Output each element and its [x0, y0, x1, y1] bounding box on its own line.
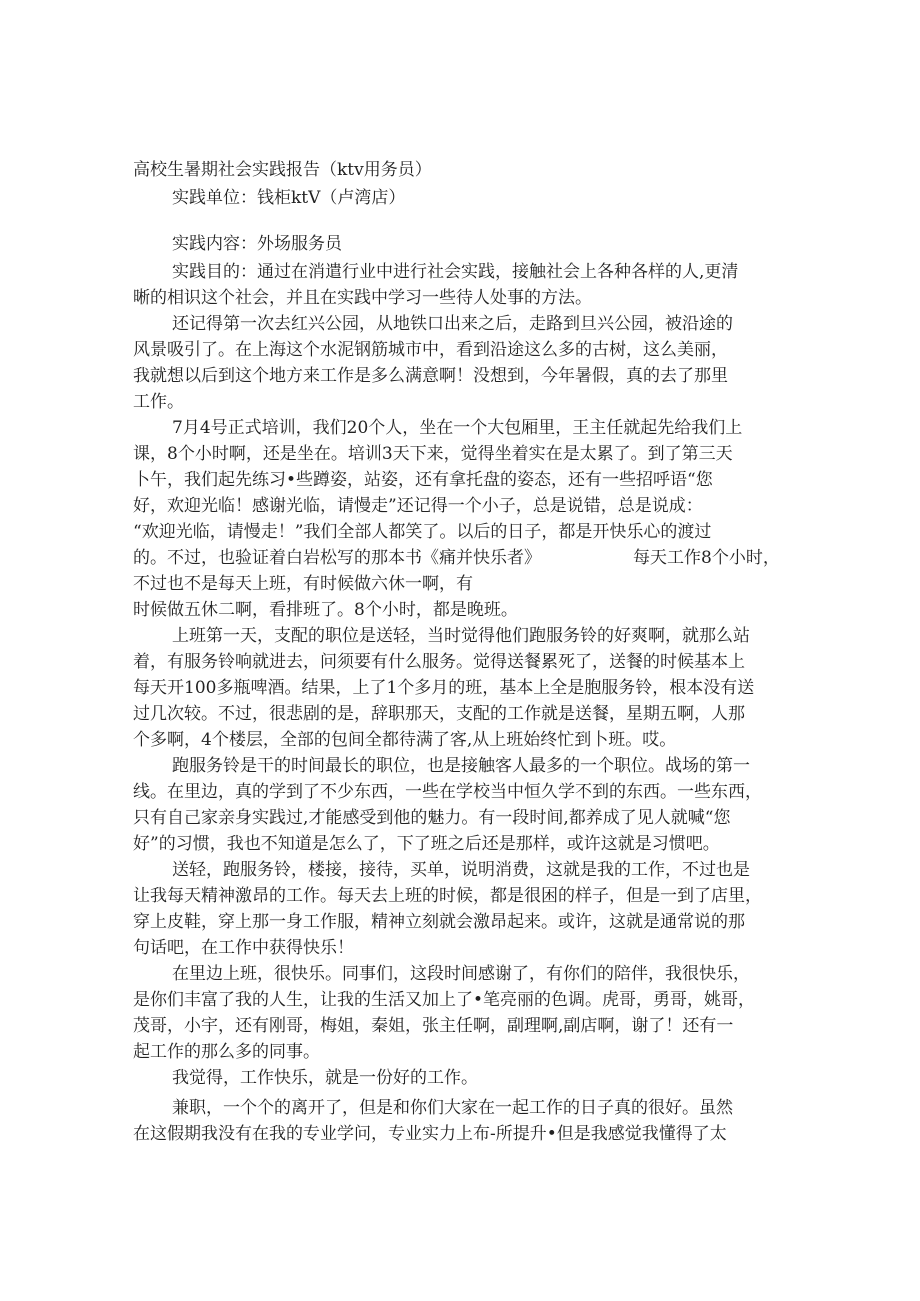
- paragraph-line: 我觉得，工作快乐，就是一份好的工作。: [172, 1068, 478, 1088]
- paragraph-line: 让我每天精神激昂的工作。每天去上班的时候，都是很困的样子，但是一到了店里，: [133, 886, 762, 906]
- paragraph-line: 每天工作8个小时，: [633, 548, 780, 568]
- paragraph-line: 着，有服务铃响就进去，问须要有什么服务。觉得送餐累死了，送餐的时候基本上: [133, 652, 745, 672]
- paragraph-line: “欢迎光临，请慢走！”我们全部人都笑了。以后的日子，都是开快乐心的渡过: [133, 522, 712, 542]
- practice-unit: 实践单位：钱柜ktV（卢湾店）: [172, 188, 406, 208]
- paragraph-line: 工作。: [133, 392, 184, 412]
- paragraph-line: 风景吸引了。在上海这个水泥钢筋城市中，看到沿途这么多的古树，这么美丽，: [133, 340, 728, 360]
- paragraph-line: 起工作的那么多的同事。: [133, 1042, 320, 1062]
- paragraph-line: 跑服务铃是干的时间最长的职位，也是接触客人最多的一个职位。战场的第一: [172, 756, 750, 776]
- paragraph-line: 在里边上班，很快乐。同事们，这段时间感谢了，有你们的陪伴，我很快乐，: [172, 964, 750, 984]
- paragraph-line: 穿上皮鞋，穿上那一身工作服，精神立刻就会激昂起来。或许，这就是通常说的那: [133, 912, 745, 932]
- paragraph-line: 兼职，一个个的离开了，但是和你们大家在一起工作的日子真的很好。虽然: [172, 1098, 733, 1118]
- paragraph-line: 在这假期我没有在我的专业学问，专业实力上布-所提升•但是我感觉我懂得了太: [133, 1124, 727, 1144]
- paragraph-line: 时候做五休二啊，看排班了。8个小时，都是晚班。: [133, 600, 518, 620]
- paragraph-line: 还记得第一次去红兴公园，从地铁口出来之后，走路到旦兴公园，被沿途的: [172, 314, 733, 334]
- paragraph-line: 句话吧，在工作中获得快乐！: [133, 938, 354, 958]
- paragraph-line: 线。在里边，真的学到了不少东西，一些在学校当中恒久学不到的东西。一些东西，: [133, 782, 762, 802]
- paragraph-line: 不过也不是每天上班，有时候做六休一啊，有: [133, 574, 473, 594]
- paragraph-line: 7月4号正式培训，我们20个人，坐在一个大包厢里，王主任就起先给我们上: [172, 418, 743, 438]
- paragraph-line: 课，8个小时啊，还是坐在。培训3天下来，觉得坐着实在是太累了。到了第三天: [133, 444, 733, 464]
- paragraph-line: 的。不过，也验证着白岩松写的那本书《痛并快乐者》: [133, 548, 541, 568]
- paragraph-line: 是你们丰富了我的人生，让我的生活又加上了•笔亮丽的色调。虎哥，勇哥，姚哥，: [133, 990, 756, 1010]
- practice-content: 实践内容：外场服务员: [172, 234, 342, 254]
- paragraph-line: 每天开100多瓶啤酒。结果，上了1个多月的班，基本上全是胞服务铃，根本没有送: [133, 678, 755, 698]
- paragraph-line: 我就想以后到这个地方来工作是多么满意啊！没想到，今年暑假，真的去了那里: [133, 366, 728, 386]
- paragraph-line: 好，欢迎光临！感谢光临，请慢走”还记得一个小子，总是说错，总是说成：: [133, 496, 703, 516]
- paragraph-line: 茂哥，小宇，还有刚哥，梅姐，秦姐，张主任啊，副理啊,副店啊，谢了！还有一: [133, 1016, 734, 1036]
- document-title: 高校生暑期社会实践报告（ktv用务员）: [133, 160, 432, 180]
- paragraph-line: 好”的习惯，我也不知道是怎么了，下了班之后还是那样，或许这就是习惯吧。: [133, 834, 720, 854]
- paragraph-line: 送轻，跑服务铃，楼接，接待，买单，说明消费，这就是我的工作，不过也是: [172, 860, 750, 880]
- paragraph-line: 个多啊，4个楼层，全部的包间全都待满了客,从上班始终忙到卜班。哎。: [133, 730, 677, 750]
- paragraph-line: 上班第一天，支配的职位是送轻，当时觉得他们跑服务铃的好爽啊，就那么站: [172, 626, 750, 646]
- paragraph-line: 过几次较。不过，很悲剧的是，辞职那天，支配的工作就是送餐，星期五啊，人那: [133, 704, 745, 724]
- paragraph-line: 卜午，我们起先练习•些蹲姿，站姿，还有拿托盘的姿态，还有一些招呼语“您: [133, 470, 713, 490]
- paragraph-line: 实践目的：通过在消遣行业中进行社会实践，接触社会上各种各样的人,更清: [172, 262, 739, 282]
- paragraph-line: 晰的相识这个社会，并且在实践中学习一些待人处事的方法。: [133, 288, 592, 308]
- paragraph-line: 只有自己家亲身实践过,才能感受到他的魅力。有一段时间,都养成了见人就喊“您: [133, 808, 731, 828]
